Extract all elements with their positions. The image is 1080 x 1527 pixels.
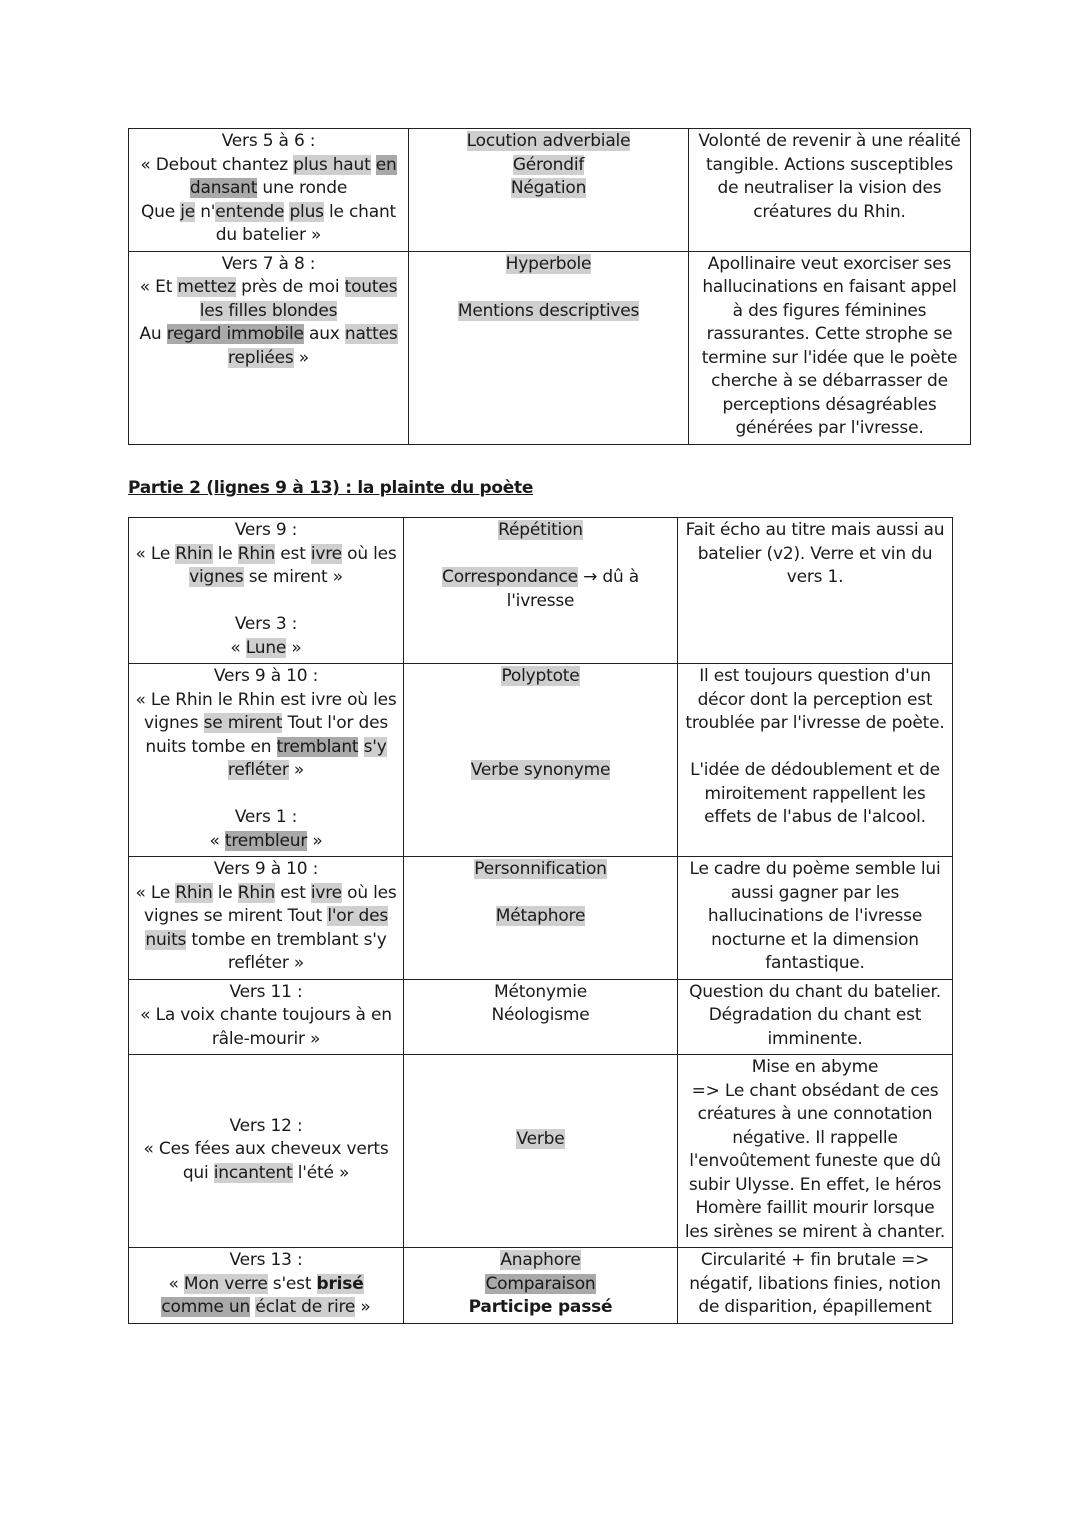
figure-cell: [409, 129, 689, 252]
figure-label: Verbe synonyme: [470, 760, 611, 780]
analysis-cell: Mise en abyme => Le chant obsédant de ces créatures à une connotation négative. Il rappelle l'envoûtement funeste que dû subir Ulysse. En effet, le héros Homère faillit mourir lorsque les sirènes se mirent à chanter.: [678, 1055, 953, 1248]
figure-label: Métaphore: [495, 906, 586, 926]
figure-label: Néologisme: [491, 1005, 590, 1025]
verse-ref: Vers 7 à 8 :: [221, 253, 316, 274]
quote-text: « Et mettez près de moi toutes les filles blondes Au regard immobile aux nattes repliées »: [139, 277, 398, 368]
quote-text: « Mon verre s'est brisé comme un éclat de rire »: [161, 1273, 371, 1317]
figure-cell: [404, 857, 678, 980]
analysis-table-part1: [128, 128, 971, 445]
analysis-cell: Fait écho au titre mais aussi au batelier (v2). Verre et vin du vers 1.: [678, 518, 953, 664]
figure-cell: [409, 251, 689, 444]
analysis-cell: Apollinaire veut exorciser ses hallucinations en faisant appel à des figures féminines rassurantes. Cette strophe se termine sur l'idée que le poète cherche à se débarrasser de perceptions désagréables générées par l'ivresse.: [689, 251, 971, 444]
analysis-cell: Il est toujours question d'un décor dont la perception est troublée par l'ivresse de poète. L'idée de dédoublement et de miroitement rappellent les effets de l'abus de l'alcool.: [678, 664, 953, 857]
figure-label: Hyperbole: [505, 253, 592, 274]
figure-label: Personnification: [474, 859, 607, 879]
analysis-cell: Volonté de revenir à une réalité tangible. Actions susceptibles de neutraliser la vision des créatures du Rhin.: [689, 129, 971, 252]
table-row: [129, 251, 971, 444]
quote-cell: [129, 664, 404, 857]
table-row: [129, 1055, 953, 1248]
figure-label: Locution adverbiale: [466, 131, 631, 151]
figure-label: Anaphore: [500, 1250, 581, 1270]
table-row: [129, 857, 953, 980]
quote-cell: [129, 1248, 404, 1324]
verse-ref: Vers 1 :: [234, 807, 298, 827]
figure-cell: [404, 1055, 678, 1248]
analysis-cell: Circularité + fin brutale => négatif, libations finies, notion de disparition, épapillement: [678, 1248, 953, 1324]
verse-ref: Vers 11 :: [229, 981, 303, 1002]
analysis-cell: Le cadre du poème semble lui aussi gagner par les hallucinations de l'ivresse nocturne et la dimension fantastique.: [678, 857, 953, 980]
quote-text: « trembleur »: [209, 830, 323, 851]
quote-text: « Debout chantez plus haut en dansant une ronde Que je n'entende plus le chant du batelier »: [140, 154, 397, 245]
quote-text: « Le Rhin le Rhin est ivre où les vignes se mirent Tout l'or des nuits tombe en tremblant s'y refléter »: [135, 882, 397, 973]
table-row: [129, 518, 953, 664]
quote-text: « Ces fées aux cheveux verts qui incantent l'été »: [143, 1139, 389, 1183]
figure-label: Correspondance: [442, 567, 578, 587]
verse-ref: Vers 12 :: [229, 1115, 303, 1136]
quote-cell: [129, 129, 409, 252]
verse-ref: Vers 9 à 10 :: [213, 666, 319, 686]
figure-cell: Répétition Correspondance → dû à l'ivresse: [404, 518, 678, 664]
table-row: [129, 979, 953, 1055]
verse-ref: Vers 3 :: [234, 614, 298, 634]
figure-label: Comparaison: [485, 1273, 596, 1294]
quote-cell: [129, 979, 404, 1055]
table-row: [129, 129, 971, 252]
quote-cell: [129, 518, 404, 664]
figure-label: Négation: [510, 178, 587, 198]
quote-cell: [129, 857, 404, 980]
figure-cell: [404, 979, 678, 1055]
verse-ref: Vers 9 à 10 :: [213, 859, 319, 879]
figure-cell: [404, 1248, 678, 1324]
analysis-cell: Question du chant du batelier. Dégradation du chant est imminente.: [678, 979, 953, 1055]
figure-cell: [404, 664, 678, 857]
figure-label: Participe passé: [468, 1297, 613, 1317]
figure-label: Gérondif: [512, 154, 585, 175]
table-row: [129, 664, 953, 857]
figure-label: Mentions descriptives: [457, 300, 640, 321]
table-row: [129, 1248, 953, 1324]
quote-text: « Lune »: [230, 637, 302, 658]
verse-ref: Vers 5 à 6 :: [221, 131, 316, 151]
figure-label: Verbe: [516, 1128, 565, 1149]
quote-text: « La voix chante toujours à en râle-mourir »: [140, 1005, 392, 1049]
quote-cell: [129, 1055, 404, 1248]
quote-text: « Le Rhin le Rhin est ivre où les vignes se mirent »: [135, 543, 397, 587]
verse-ref: Vers 13 :: [229, 1250, 303, 1270]
verse-ref: Vers 9 :: [234, 520, 298, 540]
figure-label: Polyptote: [501, 666, 580, 686]
quote-cell: [129, 251, 409, 444]
figure-label: Répétition: [498, 520, 583, 540]
section-heading: Partie 2 (lignes 9 à 13) : la plainte du poète: [128, 478, 534, 498]
analysis-table-part2: [128, 517, 953, 1324]
quote-text: « Le Rhin le Rhin est ivre où les vignes se mirent Tout l'or des nuits tombe en tremblant s'y refléter »: [135, 689, 397, 780]
figure-label: Métonymie: [494, 981, 587, 1002]
